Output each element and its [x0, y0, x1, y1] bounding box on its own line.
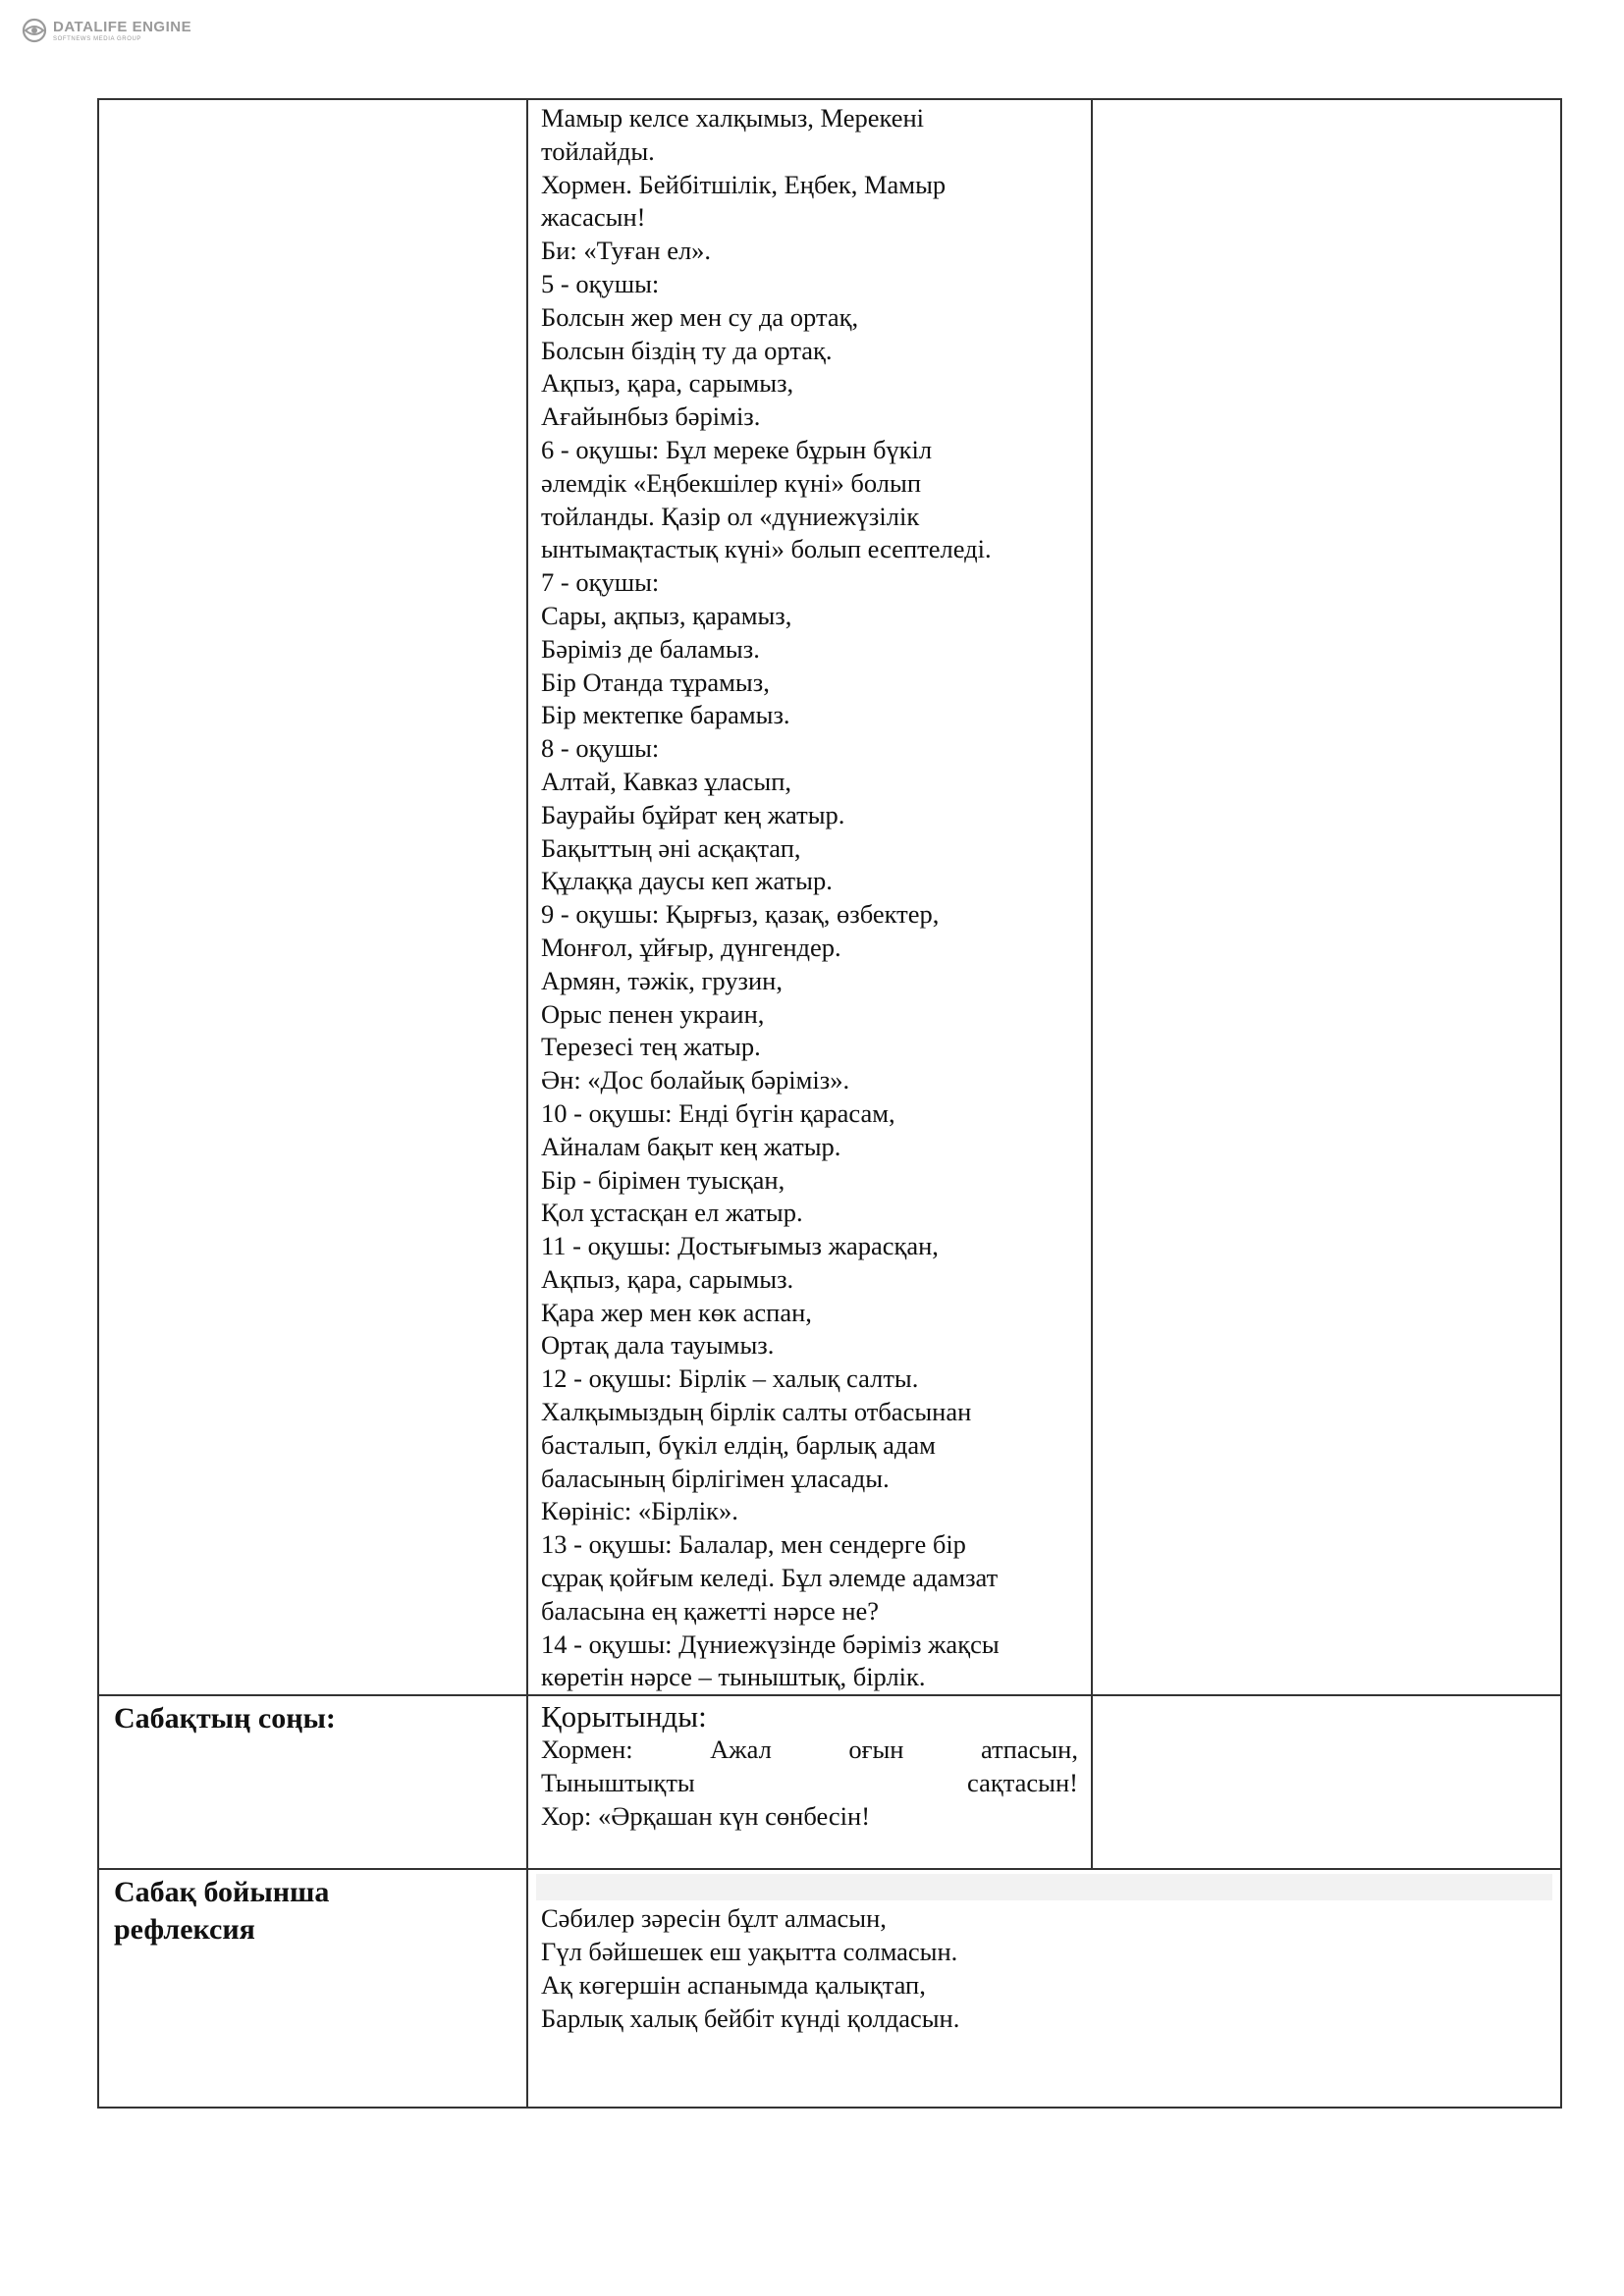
text-line: 14 - оқушы: Дүниежүзінде бәріміз жақсы: [541, 1629, 1000, 1659]
table-row-lesson-end: [98, 1695, 1561, 1869]
eye-logo-icon: [22, 18, 47, 43]
text-line: Құлаққа даусы кеп жатыр.: [541, 866, 833, 896]
text-line: Бір мектепке барамыз.: [541, 700, 790, 730]
text-line: Қара жер мен көк аспан,: [541, 1297, 812, 1327]
reflection-header-cell: [98, 1869, 527, 2108]
watermark: [22, 18, 191, 43]
text-line: Орыс пенен украин,: [541, 998, 765, 1029]
text-line: 9 - оқушы: Қырғыз, қазақ, өзбектер,: [541, 899, 940, 930]
text-line: Сәбилер зәресін бұлт алмасын,: [541, 1903, 887, 1934]
text-line: ынтымақтастық күні» болып есептеледі.: [541, 534, 992, 564]
text-line: Баурайы бұйрат кең жатыр.: [541, 799, 845, 829]
text-line: Бір Отанда тұрамыз,: [541, 667, 770, 697]
shaded-band: [536, 1874, 1552, 1900]
table-row-reflection: [98, 1869, 1561, 2108]
text-line: баласына ең қажетті нәрсе не?: [541, 1595, 880, 1626]
text-line: 10 - оқушы: Енді бүгін қарасам,: [541, 1097, 895, 1128]
text-line: 8 - оқушы:: [541, 733, 660, 764]
conclusion-line-3: Хор: «Әрқашан күн сөнбесін!: [541, 1800, 871, 1831]
text-line: Ортақ дала тауымыз.: [541, 1330, 775, 1361]
conclusion-line-2: [541, 1767, 1078, 1800]
lesson-table: [97, 98, 1562, 2109]
text-line: баласының бірлігімен ұласады.: [541, 1463, 890, 1493]
reflection-header-line-1: Сабақ бойынша: [114, 1876, 330, 1909]
reflection-text: [528, 1900, 1560, 2035]
conclusion-line-1: [541, 1734, 1078, 1767]
text-line: Монғол, ұйғыр, дүнгендер.: [541, 932, 841, 962]
text-line: 5 - оқушы:: [541, 268, 660, 298]
text-line: басталып, бүкіл елдің, барлық адам: [541, 1429, 936, 1460]
text-line: Бақыттың әні асқақтап,: [541, 832, 801, 863]
empty-cell-right: [1092, 99, 1561, 1695]
reflection-text-cell: [527, 1869, 1561, 2108]
table-row-main: [98, 99, 1561, 1695]
reflection-header-line-2: рефлексия: [114, 1913, 255, 1947]
text-line: Бәріміз де баламыз.: [541, 633, 760, 664]
conclusion-title: Қорытынды:: [541, 1699, 707, 1735]
text-line: Алтай, Кавказ ұласып,: [541, 766, 791, 796]
text-line: Халқымыздың бірлік салты отбасынан: [541, 1397, 972, 1427]
text-line: Қол ұстасқан ел жатыр.: [541, 1198, 803, 1228]
conclusion-cell: [527, 1695, 1092, 1869]
lesson-end-header-cell: [98, 1695, 527, 1869]
word: сақтасын!: [967, 1768, 1078, 1798]
text-line: 7 - оқушы:: [541, 567, 660, 598]
text-line: тойланды. Қазір ол «дүниежүзілік: [541, 501, 920, 531]
text-line: 13 - оқушы: Балалар, мен сендерге бір: [541, 1529, 966, 1560]
text-line: Барлық халық бейбіт күнді қолдасын.: [541, 2002, 960, 2033]
text-line: Терезесі тең жатыр.: [541, 1032, 761, 1062]
text-line: Ақпыз, қара, сарымыз.: [541, 1263, 794, 1294]
text-line: 6 - оқушы: Бұл мереке бұрын бүкіл: [541, 434, 933, 464]
text-line: 11 - оқушы: Достығымыз жарасқан,: [541, 1231, 939, 1261]
text-line: әлемдік «Еңбекшілер күні» болып: [541, 467, 922, 498]
watermark-title: DATALIFE ENGINE: [53, 18, 192, 35]
word: Ажал: [710, 1735, 772, 1765]
text-line: Көрініс: «Бірлік».: [541, 1496, 738, 1526]
word: Хормен:: [541, 1735, 633, 1765]
word: атпасын,: [980, 1735, 1078, 1765]
text-line: Болсын біздің ту да ортақ.: [541, 335, 833, 365]
text-line: жасасын!: [541, 202, 646, 233]
text-line: Ақ көгершін аспанымда қалықтап,: [541, 1969, 926, 2000]
text-line: Мамыр келсе халқымыз, Мерекені: [541, 103, 925, 133]
text-line: Би: «Туған ел».: [541, 236, 712, 266]
word: Тыныштықты: [541, 1768, 695, 1798]
script-text-cell: [527, 99, 1092, 1695]
text-line: Ән: «Дос болайық бәріміз».: [541, 1065, 850, 1095]
text-line: Ағайынбыз бәріміз.: [541, 401, 761, 432]
empty-cell-right-2: [1092, 1695, 1561, 1869]
text-line: тойлайды.: [541, 135, 655, 166]
text-line: сұрақ қойғым келеді. Бұл әлемде адамзат: [541, 1563, 999, 1593]
empty-cell-left: [98, 99, 527, 1695]
text-line: Армян, тәжік, грузин,: [541, 965, 783, 995]
script-text: [528, 100, 1091, 1694]
text-line: көретін нәрсе – тыныштық, бірлік.: [541, 1662, 926, 1692]
text-line: 12 - оқушы: Бірлік – халық салты.: [541, 1363, 919, 1394]
watermark-subtitle: SOFTNEWS MEDIA GROUP: [53, 35, 142, 42]
text-line: Бір - бірімен туысқан,: [541, 1164, 785, 1195]
text-line: Ақпыз, қара, сарымыз,: [541, 368, 794, 399]
text-line: Хормен. Бейбітшілік, Еңбек, Мамыр: [541, 169, 947, 199]
word: оғын: [848, 1735, 904, 1765]
text-line: Айналам бақыт кең жатыр.: [541, 1131, 841, 1161]
text-line: Болсын жер мен су да ортақ,: [541, 301, 859, 332]
text-line: Гүл бәйшешек еш уақытта солмасын.: [541, 1937, 958, 1967]
text-line: Сары, ақпыз, қарамыз,: [541, 600, 792, 630]
lesson-end-header: Сабақтың соңы:: [114, 1702, 336, 1735]
reflection-header: [99, 1870, 526, 1949]
